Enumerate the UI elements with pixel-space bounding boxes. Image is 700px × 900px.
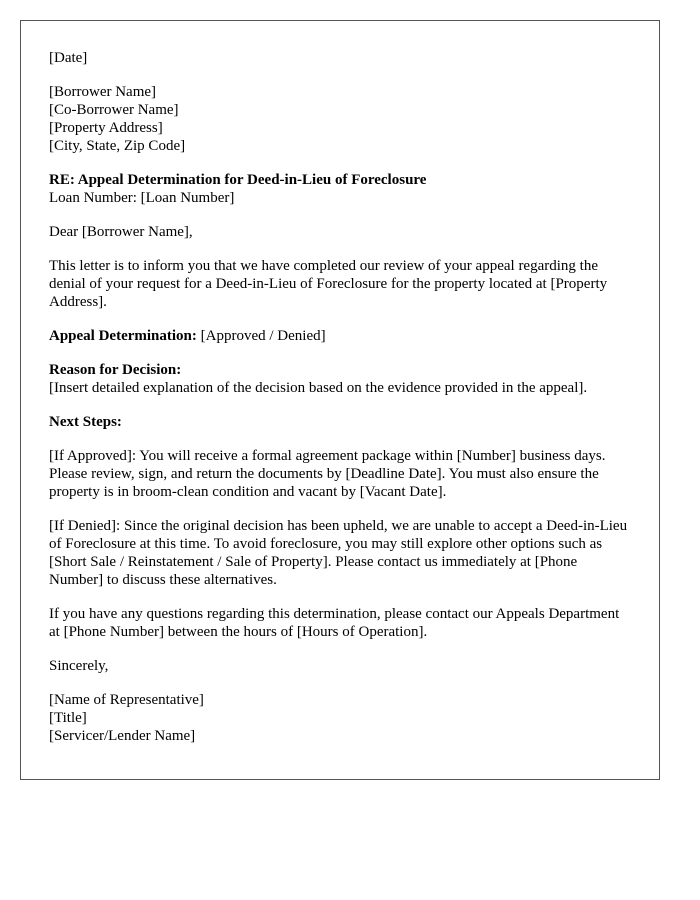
- subject-block: [49, 171, 631, 207]
- representative-title: [Title]: [49, 710, 87, 726]
- reason-block: [49, 361, 631, 397]
- borrower-name: [Borrower Name]: [49, 84, 157, 100]
- appeal-determination-value: [Approved / Denied]: [200, 328, 326, 344]
- appeal-determination: [49, 327, 631, 345]
- next-steps-heading: Next Steps:: [49, 414, 122, 430]
- signature-block: [49, 691, 631, 745]
- representative-name: [Name of Representative]: [49, 692, 204, 708]
- letter-body: [49, 49, 631, 761]
- city-state-zip: [City, State, Zip Code]: [49, 138, 186, 154]
- loan-number: Loan Number: [Loan Number]: [49, 190, 235, 206]
- appeal-determination-label: Appeal Determination:: [49, 328, 197, 344]
- if-approved-paragraph: [If Approved]: You will receive a formal agreement package within [Number] business days. Please review, sign, and return the documents by [Deadline Date]. You must also ensure the property is in broom-clean condition and vacant by [Vacant Date].: [49, 448, 606, 500]
- re-line: RE: Appeal Determination for Deed-in-Lieu of Foreclosure: [49, 172, 427, 188]
- questions-paragraph: If you have any questions regarding this determination, please contact our Appeals Department at [Phone Number] between the hours of [Hours of Operation].: [49, 606, 620, 640]
- intro-paragraph: This letter is to inform you that we have completed our review of your appeal regarding the denial of your request for a Deed-in-Lieu of Foreclosure for the property located at [Property Address].: [49, 258, 608, 310]
- co-borrower-name: [Co-Borrower Name]: [49, 102, 179, 118]
- reason-text: [Insert detailed explanation of the decision based on the evidence provided in the appeal].: [49, 380, 588, 396]
- letter-date: [Date]: [49, 50, 88, 66]
- closing: Sincerely,: [49, 658, 109, 674]
- servicer-lender-name: [Servicer/Lender Name]: [49, 728, 196, 744]
- recipient-block: [49, 83, 631, 155]
- if-denied-paragraph: [If Denied]: Since the original decision has been upheld, we are unable to accept a Deed-in-Lieu of Foreclosure at this time. To avoid foreclosure, you may still explore other options such as [Short Sale / Reinstatement / Sale of Property]. Please contact us immediately at [Phone Number] to discuss these alternatives.: [49, 518, 628, 588]
- salutation: Dear [Borrower Name],: [49, 224, 193, 240]
- reason-label: Reason for Decision:: [49, 362, 182, 378]
- letter-page: [20, 20, 660, 780]
- property-address: [Property Address]: [49, 120, 163, 136]
